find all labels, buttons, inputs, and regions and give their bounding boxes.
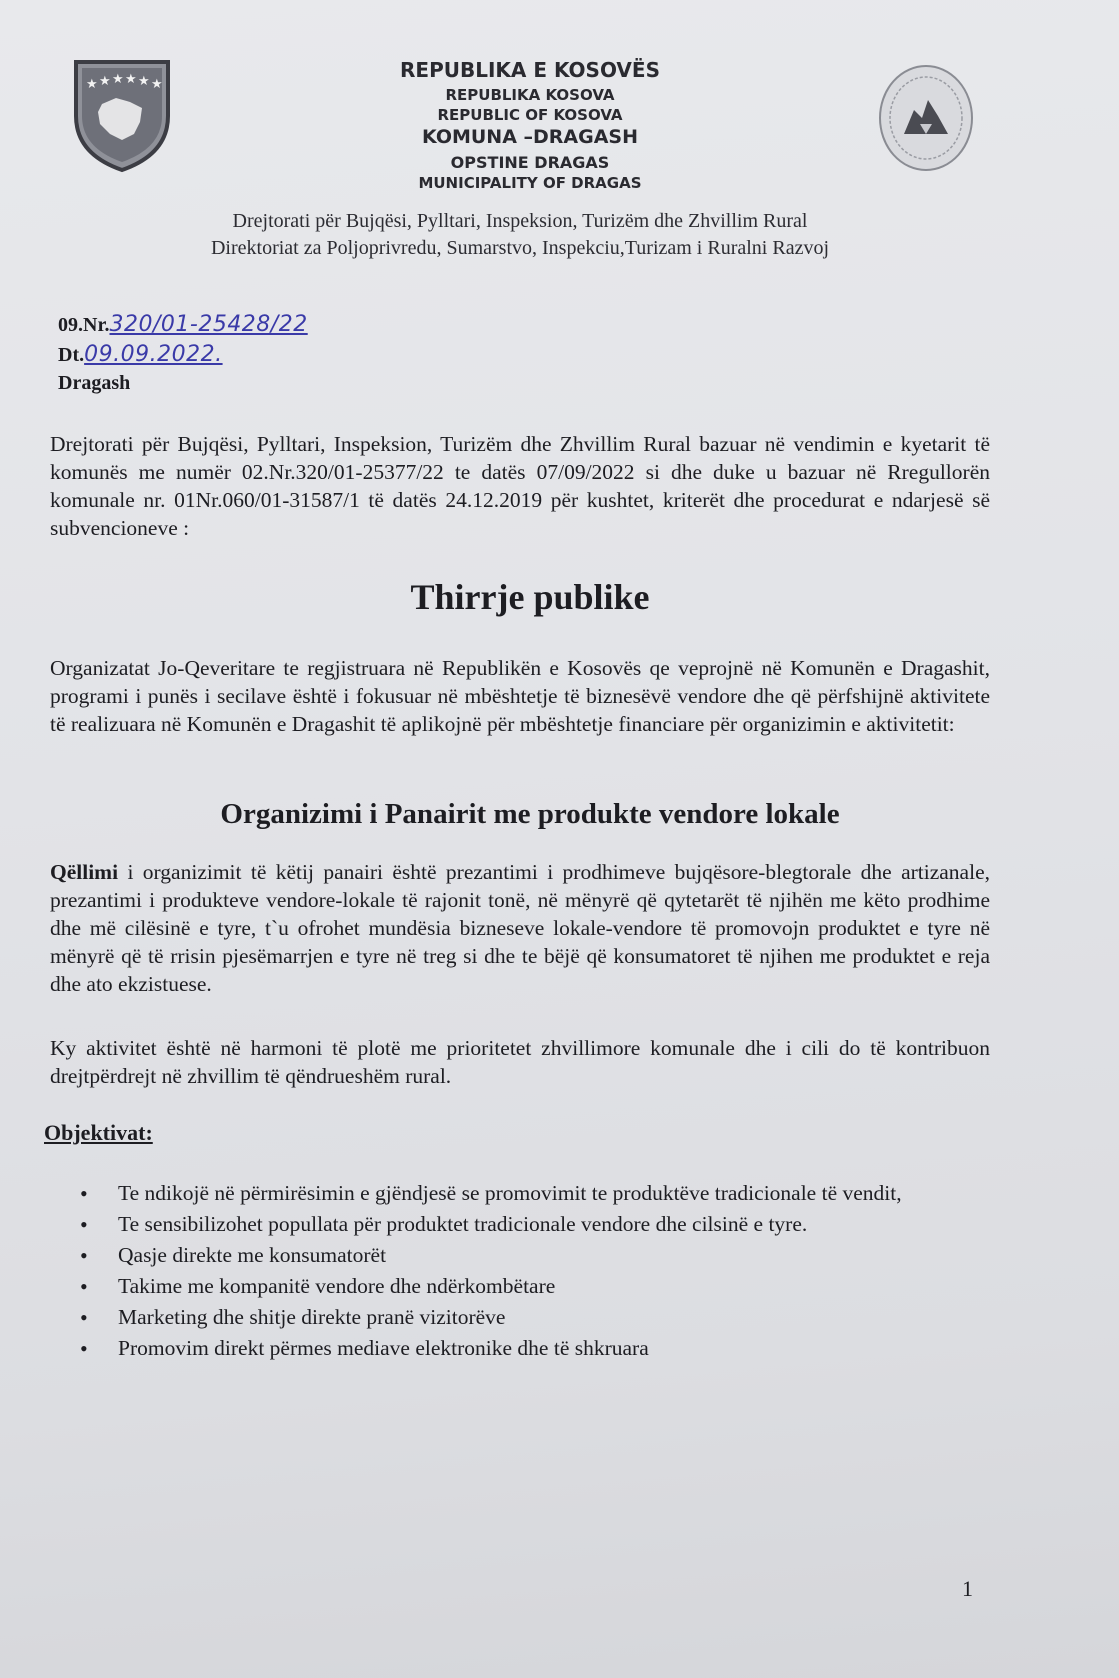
reference-date — [58, 342, 223, 367]
page-number: 1 — [962, 1576, 973, 1601]
purpose-paragraph — [50, 858, 990, 998]
header-republic-en: REPUBLIC OF KOSOVA — [437, 106, 623, 124]
reference-number — [58, 312, 308, 337]
svg-text:★: ★ — [112, 72, 124, 87]
list-item: • Promovim direkt përmes mediave elektronike dhe të shkruara — [80, 1335, 980, 1362]
municipality-seal-icon — [876, 62, 976, 182]
objectives-list — [80, 1180, 980, 1366]
svg-text:★: ★ — [138, 74, 150, 89]
document-title: Thirrje publike — [410, 577, 650, 617]
list-item: • Te sensibilizohet popullata për produktet tradicionale vendore dhe cilsinë e tyre. — [80, 1211, 980, 1238]
purpose-label: Qëllimi — [50, 860, 119, 884]
header-republic-sq: REPUBLIKA E KOSOVËS — [400, 58, 660, 82]
kosovo-coat-of-arms-icon — [72, 58, 172, 174]
call-paragraph: Organizatat Jo-Qeveritare te regjistruara në Republikën e Kosovës qe veprojnë në Komunën e Dragashit, programi i punës i secilave është i fokusuar në mbështetje të biznesëvë vendore dhe që përfshijnë aktivitete të realizuara në Komunën e Dragashit të aplikojnë për mbështetje financiare për organizimin e aktivitetit: — [50, 656, 990, 736]
document-subtitle: Organizimi i Panairit me produkte vendore lokale — [220, 798, 840, 830]
reference-number-handwritten: 320/01-25428/22 — [109, 312, 308, 337]
header-municipality-sq: KOMUNA –DRAGASH — [421, 126, 639, 148]
list-item: • Marketing dhe shitje direkte pranë vizitorëve — [80, 1304, 980, 1331]
svg-text:★: ★ — [125, 72, 137, 87]
reference-date-handwritten: 09.09.2022. — [84, 342, 223, 367]
objectives-heading: Objektivat: — [44, 1120, 153, 1145]
intro-paragraph: Drejtorati për Bujqësi, Pylltari, Inspeksion, Turizëm dhe Zhvillim Rural bazuar në vendimin e kyetarit të komunës me numër 02.Nr.320/01-25377/22 te datës 07/09/2022 si dhe duke u bazuar në Rregullorën komunale nr. 01Nr.060/01-31587/1 të datës 24.12.2019 për kushtet, kriterët dhe procedurat e ndarjesë së subvencioneve : — [50, 432, 990, 540]
directorate-name-sq: Drejtorati për Bujqësi, Pylltari, Inspeksion, Turizëm dhe Zhvillim Rural — [232, 210, 808, 232]
harmony-paragraph: Ky aktivitet është në harmoni të plotë me prioritetet zhvillimore komunale dhe i cili do të kontribuon drejtpërdrejt në zhvillim të qëndrueshëm rural. — [50, 1036, 990, 1088]
reference-place: Dragash — [58, 372, 131, 394]
list-item: • Qasje direkte me konsumatorët — [80, 1242, 980, 1269]
list-item: • Te ndikojë në përmirësimin e gjëndjesë se promovimit te produktëve tradicionale të vendit, — [80, 1180, 980, 1207]
svg-text:★: ★ — [86, 77, 98, 92]
header-municipality-en: MUNICIPALITY OF DRAGAS — [418, 174, 642, 192]
header-republic-sr: REPUBLIKA KOSOVA — [445, 86, 615, 104]
svg-text:★: ★ — [99, 74, 111, 89]
list-item: • Takime me kompanitë vendore dhe ndërkombëtare — [80, 1273, 980, 1300]
reference-date-label: Dt. — [58, 344, 85, 366]
reference-number-label: 09.Nr. — [58, 314, 110, 336]
svg-text:★: ★ — [151, 77, 163, 92]
directorate-name-sr: Direktoriat za Poljoprivredu, Sumarstvo, Inspekciu,Turizam i Ruralni Razvoj — [210, 237, 830, 259]
header-municipality-sr: OPSTINE DRAGAS — [450, 153, 610, 172]
purpose-text: i organizimit të këtij panairi është prezantimi i prodhimeve bujqësore-blegtorale dhe artizanale, prezantimi i produkteve vendore-lokale të rajonit tonë, në mënyrë që qytetarët të njihën me këto prodhime dhe më cilësinë e tyre, t`u ofrohet mundësia bizneseve lokale-vendore të promovojn produktet e tyre në mënyrë që të rrisin pjesëmarrjen e tyre në treg si dhe te bëjë që konsumatoret të njihen me produktet e reja dhe ato ekzistuese. — [50, 860, 990, 996]
